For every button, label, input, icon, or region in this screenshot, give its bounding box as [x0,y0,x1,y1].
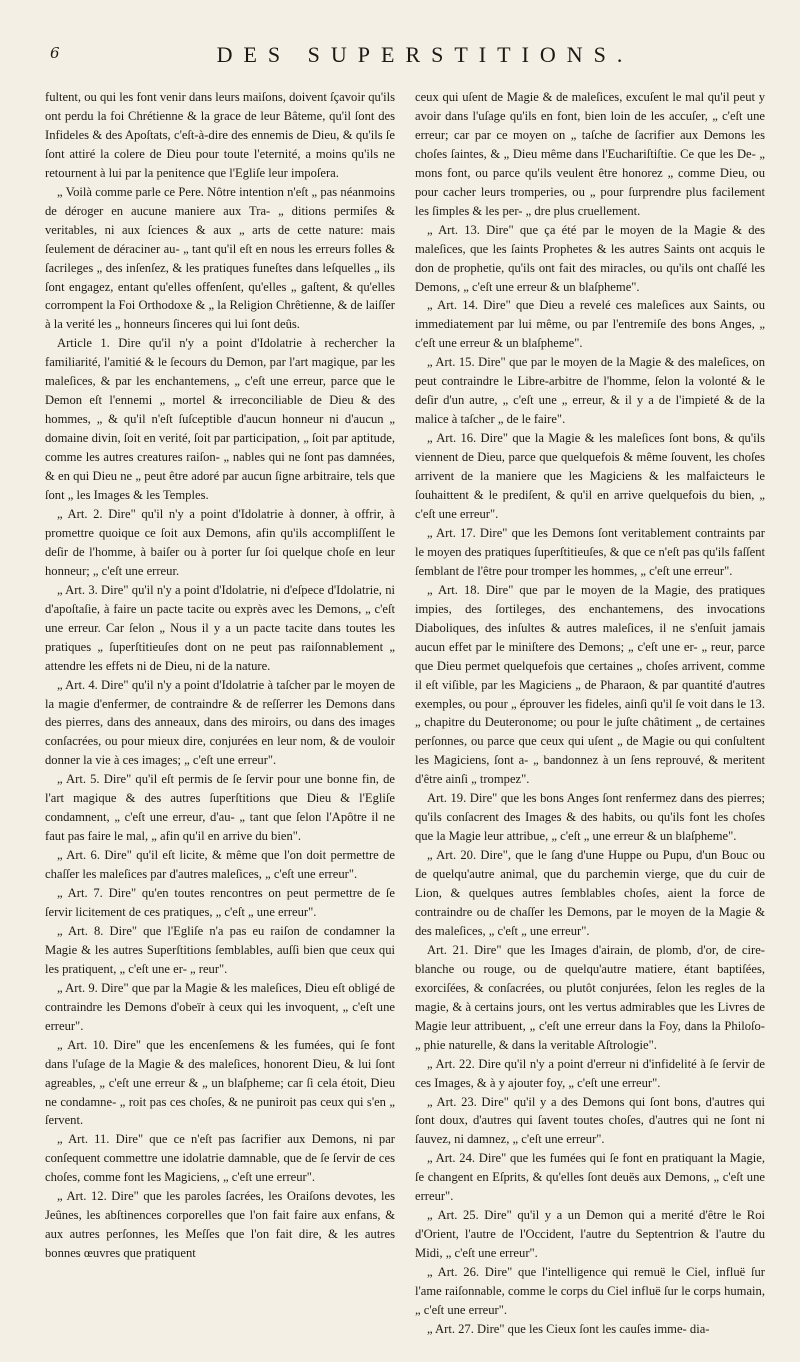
paragraph: „ Art. 16. Dire" que la Magie & les maleſices ſont bons, & qu'ils viennent de Dieu, parce que quelquefois & même ſouvent, les choſes arrivent de la maniere que les Magiciens & les malfaicteurs le ſouhaittent & le prediſent, & qu'il en arrive quelquefois du bien, „ c'eſt une erreur". [415,431,765,521]
paragraph: „ Art. 2. Dire" qu'il n'y a point d'Idolatrie à donner, à offrir, à promettre quoique ce ſoit aux Demons, afin qu'ils accompliſſent le deſir de l'homme, à baiſer ou à porter ſur ſoi quelque choſe en leur honneur; „ c'eſt une erreur. [45,506,395,578]
paragraph: „ Art. 17. Dire" que les Demons ſont veritablement contraints par le moyen des pratiques ſuperſtitieuſes, & que ce n'eſt pas qu'ils faſſent ſemblant de l'être pour tromper les hommes, „ c'eſt une erreur". [415,525,765,578]
paragraph: „ Art. 4. Dire" qu'il n'y a point d'Idolatrie à taſcher par le moyen de la magie d'enfermer, de contraindre & de reſſerrer les Demons dans des pierres, dans des anneaux, dans des miroirs, ou dans des images conſacrées, ou pour mieux dire, conjurées en leur nom, & de vouloir donner la vie à ces images; „ c'eſt une erreur". [45,677,395,768]
paragraph: Article 1. Dire qu'il n'y a point d'Idolatrie à rechercher la familiarité, l'amitié & le ſecours du Demon, par l'art magique, par les maleſices, & par les enchantemens, „ c'eſt une erreur, parce que le Demon eſt l'ennemi „ mortel & irreconciliable de Dieu & des hommes, „ & qu'il n'eſt ſuſceptible d'aucun honneur ni d'aucun „ domaine divin, ſoit en verité, ſoit par participation, „ ſoit par aptitude, comme les autres creatures raiſon- „ nables qui ne ſont pas damnées, & en qui Dieu ne „ peut être adoré par aucun ſigne arbitraire, tels que ſont „ les Images & les Temples. [45,336,395,503]
paragraph: „ Art. 27. Dire" que les Cieux ſont les cauſes imme- dia- [427,1321,710,1336]
paragraph: „ Art. 25. Dire" qu'il y a un Demon qui a merité d'être le Roi d'Orient, l'autre de l'Occident, l'autre du Septentrion & l'autre du Midi, „ c'eſt une erreur". [415,1208,765,1261]
paragraph: „ Art. 13. Dire" que ça été par le moyen de la Magie & des maleſices, que les ſaints Prophetes & les autres Saints ont acquis le don de prophetie, qu'ils ont fait des miracles, ou qu'ils ont chaſſé les Demons, „ c'eſt une erreur & un blaſpheme". [415,222,765,294]
paragraph: „ Art. 8. Dire" que l'Egliſe n'a pas eu raiſon de condamner la Magie & les autres Superſtitions ſemblables, auſſi bien que ceux qui les pratiquent, „ c'eſt une er- „ reur". [45,923,395,976]
left-column [45,88,395,1263]
running-title: DES SUPERSTITIONS. [216,42,634,67]
paragraph: „ Art. 15. Dire" que par le moyen de la Magie & des maleſices, on peut contraindre le Libre-arbitre de l'homme, ſelon la volonté & le deſir d'un autre, „ c'eſt une „ erreur, & il y a de l'impieté & de la malice à taſcher „ de le faire". [415,355,765,427]
paragraph: Art. 21. Dire" que les Images d'airain, de plomb, d'or, de cire-blanche ou rouge, ou de quelqu'autre matiere, étant baptiſées, exorciſées, & conſacrées, ou plutôt conjurées, ſelon les regles de la magie, & à certains jours, ont les vertus admirables que les Livres de Magie leur attribuent, „ c'eſt une erreur dans la Foy, dans la Philoſo- „ phie naturelle, & dans la veritable Aſtrologie". [415,942,765,1052]
paragraph: „ Art. 18. Dire" que par le moyen de la Magie, des pratiques impies, des ſortileges, des enchantemens, des invocations Diaboliques, des inſultes & autres maleſices, il ne s'enſuit jamais aucun effet par le miniſtere des Demons; „ c'eſt une er- „ reur, parce que Dieu permet quelquefois que certaines „ choſes arrivent, comme il eſt viſible, par les Magiciens „ de Pharaon, & par quantité d'autres exemples, ou pour „ éprouver les fideles, ainſi qu'il ſe voit dans le 13. „ chapitre du Deuteronome; ou pour le juſte châtiment „ de certaines perſonnes, ou parce que ceux qui uſent „ de Magie ou qui conſultent les Magiciens, ſont a- „ bandonnez à un ſens reprouvé, & meritent d'être ainſi „ trompez". [415,582,765,787]
paragraph: „ Art. 20. Dire", que le ſang d'une Huppe ou Pupu, d'un Bouc ou de quelqu'autre animal, que du parchemin vierge, que du cuir de Lion, & quelques autres ſemblables choſes, aient la force de contraindre ou de chaſſer les Demons, par le moyen de la Magie & des maleſices, „ c'eſt „ une erreur". [415,848,765,938]
paragraph: „ Art. 26. Dire" que l'intelligence qui remuë le Ciel, influë ſur l'ame raiſonnable, comme le corps du Ciel influë ſur le corps humain, „ c'eſt une erreur". [415,1265,765,1317]
paragraph: „ Art. 22. Dire qu'il n'y a point d'erreur ni d'infidelité à ſe ſervir de ces Images, & à y ajouter foy, „ c'eſt une erreur". [415,1056,765,1090]
paragraph: „ Art. 12. Dire" que les paroles ſacrées, les Oraiſons devotes, les Jeûnes, les abſtinences corporelles que l'on fait faire aux enfans, & aux autres perſonnes, les Meſſes que l'on fait dire, & les autres bonnes œuvres que pratiquent [45,1189,395,1261]
right-column [415,88,765,1339]
paragraph: „ Voilà comme parle ce Pere. Nôtre intention n'eſt „ pas néanmoins de déroger en aucune maniere aux Tra- „ ditions permiſes & veritables, ni aux ſciences & aux „ arts de cette nature: mais ſeulement de déraciner au- „ tant qu'il eſt en nous les erreurs folles & ſacrileges „ des inſenſez, & les pratiques funeſtes dans leſquelles „ ils ſont engagez, entant qu'elles offenſent, qu'elles „ gaſtent, & qu'elles corrompent la Foi Orthodoxe & „ la Religion Chrêtienne, & de laiſſer à la verité les „ honneurs ſinceres qui lui ſont deûs. [45,184,395,332]
paragraph: „ Art. 11. Dire" que ce n'eſt pas ſacrifier aux Demons, ni par conſequent commettre une idolatrie damnable, que de ſe ſervir de ces choſes, comme font les Magiciens, „ c'eſt une erreur". [45,1132,395,1185]
paragraph: Art. 19. Dire" que les bons Anges ſont renfermez dans des pierres; qu'ils conſacrent des Images & des habits, ou qu'ils font les choſes que la Magie leur attribue, „ c'eſt „ une erreur & un blaſpheme". [415,791,765,844]
paragraph: „ Art. 6. Dire" qu'il eſt licite, & même que l'on doit permettre de chaſſer les maleſices par d'autres maleſices, „ c'eſt une erreur". [45,848,395,882]
paragraph: „ Art. 24. Dire" que les fumées qui ſe font en pratiquant la Magie, ſe changent en Eſprits, & qu'elles ſont deuës aux Demons, „ c'eſt une erreur". [415,1151,765,1204]
page-header [0,44,800,74]
paragraph: „ Art. 10. Dire" que les encenſemens & les fumées, qui ſe font dans l'uſage de la Magie & des maleſices, honorent Dieu, & lui ſont agreables, „ c'eſt une erreur & „ un blaſpheme; car ſi cela étoit, Dieu ne condamne- „ roit pas ces choſes, & ne puniroit pas ceux qui s'en „ ſervent. [45,1037,395,1128]
paragraph: fultent, ou qui les font venir dans leurs maiſons, doivent ſçavoir qu'ils ont perdu la foi Chrétienne & la grace de leur Bâteme, qu'il ſont des Infideles & des Apoſtats, c'eſt-à-dire des ennemis de Dieu, & qu'ils ſe ſont attiré la colere de Dieu pour toute l'eternité, a moins qu'ils ne retournent à lui par la penitence que l'Egliſe leur impoſera. [45,90,395,180]
paragraph: „ Art. 5. Dire" qu'il eſt permis de ſe ſervir pour une bonne fin, de l'art magique & des autres ſuperſtitions que Dieu & l'Egliſe condamnent, „ c'eſt une erreur, d'au- „ tant que ſelon l'Apôtre il ne faut pas faire le mal, „ afin qu'il en arrive du bien". [45,772,395,844]
paragraph: „ Art. 3. Dire" qu'il n'y a point d'Idolatrie, ni d'eſpece d'Idolatrie, ni d'apoſtaſie, à faire un pacte tacite ou exprès avec les Demons, „ c'eſt une erreur. Car ſelon „ Nous il y a un pacte tacite dans toutes les pratiques „ ſuperſtitieuſes dont on ne peut pas raiſonnablement „ attendre les effets ni de Dieu, ni de la nature. [45,582,395,673]
paragraph: „ Art. 9. Dire" que par la Magie & les maleſices, Dieu eſt obligé de contraindre les Demons d'obeïr à ceux qui les invoquent, „ c'eſt une erreur". [45,980,395,1033]
paragraph: „ Art. 23. Dire" qu'il y a des Demons qui ſont bons, d'autres qui ſont doux, d'autres qui ſavent toutes choſes, d'autres qui ne ſont ni ſauvez, ni damnez, „ c'eſt une erreur". [415,1094,765,1147]
paragraph: „ Art. 14. Dire" que Dieu a revelé ces maleſices aux Saints, ou immediatement par lui même, ou par l'entremiſe des bons Anges, „ c'eſt une erreur & un blaſpheme". [415,298,765,351]
page-number: 6 [50,44,60,62]
paragraph: „ Art. 7. Dire" qu'en toutes rencontres on peut permettre de ſe ſervir licitement de ces pratiques, „ c'eſt „ une erreur". [45,886,395,919]
paragraph: ceux qui uſent de Magie & de maleſices, excuſent le mal qu'il peut y avoir dans l'uſage qu'ils en font, bien loin de les accuſer, „ c'eſt une erreur; car par ce moyen on „ taſche de ſacrifier aux Demons les choſes ſaintes, & „ Dieu même dans l'Euchariſtiſtie. Ce que les De- „ mons font, ou parce qu'ils veulent être honorez „ comme Dieu, ou pour cacher leurs tromperies, ou „ pour ſurprendre plus facilement les ſimples & les per- „ dre plus cruellement. [415,90,765,218]
